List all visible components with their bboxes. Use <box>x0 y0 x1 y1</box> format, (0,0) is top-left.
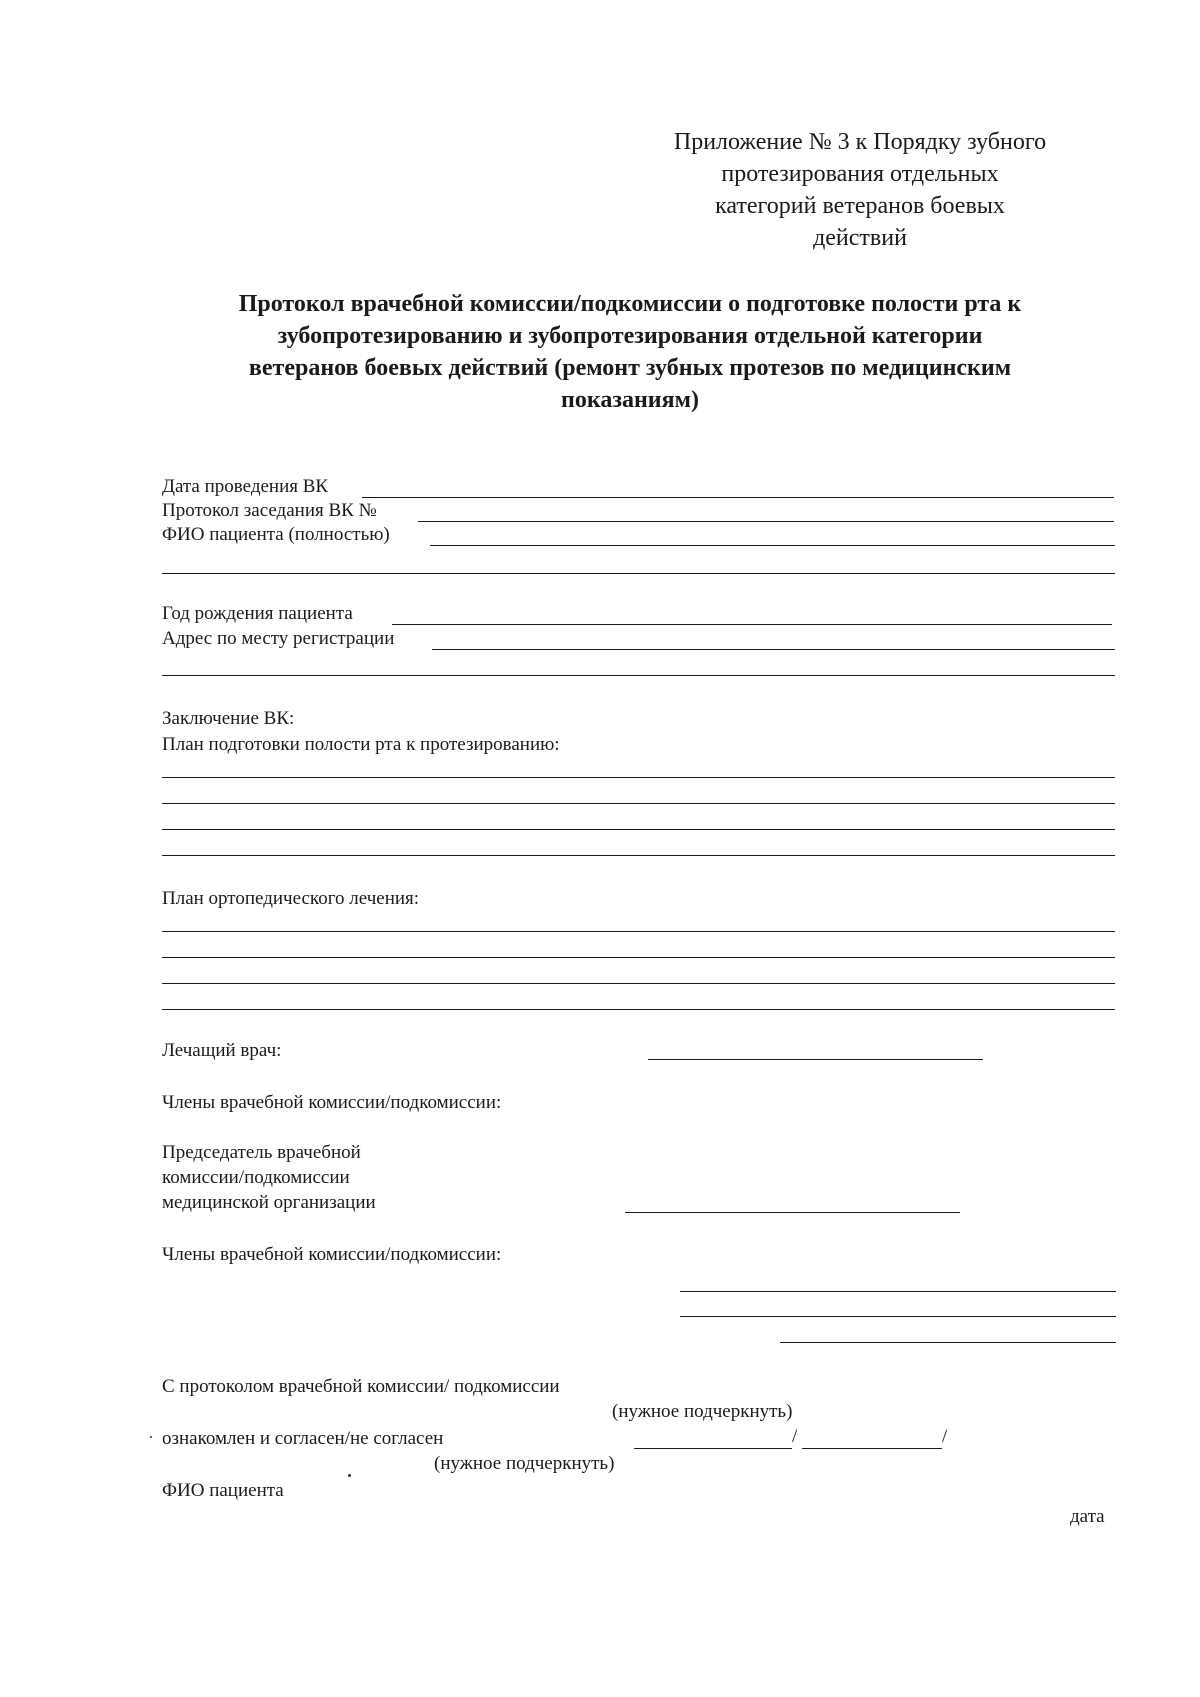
scan-speck <box>348 1474 351 1477</box>
patient-fullname-label: ФИО пациента (полностью) <box>162 524 390 545</box>
document-title <box>150 288 1110 416</box>
chairman-label: медицинской организации <box>162 1192 376 1213</box>
ortho-plan-line[interactable] <box>162 930 1115 932</box>
chairman-label: Председатель врачебной <box>162 1142 361 1163</box>
prep-plan-line[interactable] <box>162 776 1115 778</box>
doctor-signature-line[interactable] <box>648 1059 983 1060</box>
protocol-number-field[interactable] <box>418 520 1114 522</box>
ortho-plan-label: План ортопедического лечения: <box>162 888 420 909</box>
vk-date-field[interactable] <box>362 496 1114 498</box>
date-label: дата <box>1070 1506 1105 1527</box>
agreement-label: ознакомлен и согласен/не согласен <box>162 1428 444 1449</box>
prep-plan-line[interactable] <box>162 828 1115 830</box>
title-line: зубопротезированию и зубопротезирования отдельной категории <box>277 323 983 349</box>
appendix-line: категорий ветеранов боевых <box>715 193 1005 219</box>
member-signature-line[interactable] <box>680 1316 1116 1317</box>
ortho-plan-line[interactable] <box>162 1008 1115 1010</box>
doctor-label: Лечащий врач: <box>162 1040 282 1061</box>
patient-signature-line[interactable] <box>634 1448 792 1449</box>
appendix-line: действий <box>813 225 907 251</box>
chairman-label: комиссии/подкомиссии <box>162 1167 350 1188</box>
chairman-signature-line[interactable] <box>625 1212 960 1213</box>
ortho-plan-line[interactable] <box>162 982 1115 984</box>
prep-plan-line[interactable] <box>162 802 1115 804</box>
conclusion-label: Заключение ВК: <box>162 708 295 729</box>
prep-plan-line[interactable] <box>162 854 1115 856</box>
patient-fullname-field[interactable] <box>430 544 1115 546</box>
vk-date-label: Дата проведения ВК <box>162 476 329 497</box>
birth-year-label: Год рождения пациента <box>162 603 353 624</box>
scan-speck <box>150 1436 152 1438</box>
slash-separator: / <box>942 1426 948 1447</box>
protocol-number-label: Протокол заседания ВК № <box>162 500 377 521</box>
member-signature-line[interactable] <box>680 1291 1116 1292</box>
acknowledgement-label: С протоколом врачебной комиссии/ подкомиссии <box>162 1376 560 1397</box>
title-line: ветеранов боевых действий (ремонт зубных протезов по медицинским <box>248 355 1012 381</box>
title-line: показаниям) <box>561 387 699 413</box>
member-signature-line[interactable] <box>780 1342 1116 1343</box>
address-field[interactable] <box>432 648 1115 650</box>
address-label: Адрес по месту регистрации <box>162 628 395 649</box>
members-label: Члены врачебной комиссии/подкомиссии: <box>162 1244 502 1265</box>
appendix-line: Приложение № 3 к Порядку зубного <box>673 129 1047 155</box>
patient-name-label: ФИО пациента <box>162 1480 284 1501</box>
prep-plan-label: План подготовки полости рта к протезированию: <box>162 734 560 755</box>
patient-name-line[interactable] <box>802 1448 942 1449</box>
address-field-cont[interactable] <box>162 674 1115 676</box>
underline-hint: (нужное подчеркнуть) <box>612 1401 793 1422</box>
birth-year-field[interactable] <box>392 623 1112 625</box>
appendix-header <box>620 126 1100 254</box>
ortho-plan-line[interactable] <box>162 956 1115 958</box>
members-label: Члены врачебной комиссии/подкомиссии: <box>162 1092 502 1113</box>
patient-fullname-field-cont[interactable] <box>162 572 1115 574</box>
underline-hint: (нужное подчеркнуть) <box>434 1453 615 1474</box>
slash-separator: / <box>792 1426 798 1447</box>
title-line: Протокол врачебной комиссии/подкомиссии о подготовке полости рта к <box>238 291 1022 317</box>
appendix-line: протезирования отдельных <box>721 161 999 187</box>
